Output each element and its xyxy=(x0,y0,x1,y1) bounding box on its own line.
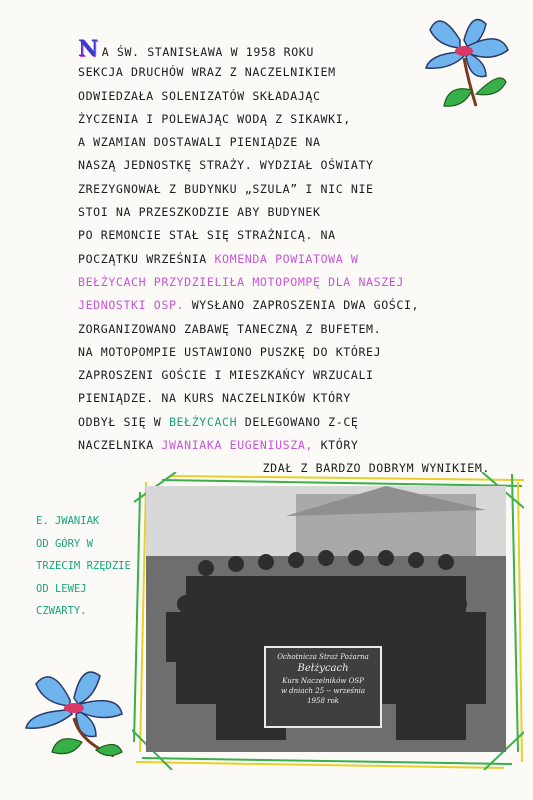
text-line-19: ZDAŁ Z BARDZO DOBRYM WYNIKIEM. xyxy=(262,461,490,476)
highlight-pink: KOMENDA POWIATOWA W xyxy=(214,251,359,266)
line-text: ODBYŁ SIĘ W xyxy=(78,414,169,429)
text-line-18 xyxy=(78,434,508,457)
line-text: A ŚW. STANISŁAWA W 1958 ROKU xyxy=(101,45,314,59)
photo-frame xyxy=(132,472,524,770)
caption-line: TRZECIM RZĘDZIE xyxy=(36,560,131,572)
sign-line: Kurs Naczelników OSP xyxy=(282,677,364,685)
sign-line: 1958 rok xyxy=(307,697,339,705)
text-line-8: STOI NA PRZESZKODZIE ABY BUDYNEK xyxy=(78,205,321,220)
caption-line: CZWARTY. xyxy=(36,605,87,617)
text-line-2: SEKCJA DRUCHÓW WRAZ Z NACZELNIKIEM xyxy=(78,65,336,80)
text-line-3: ODWIEDZAŁA SOLENIZATÓW SKŁADAJĄC xyxy=(78,88,321,103)
text-line-9: PO REMONCIE STAŁ SIĘ STRAŻNICĄ. NA xyxy=(78,228,336,243)
caption-line: OD LEWEJ xyxy=(36,582,87,595)
text-line-10 xyxy=(78,248,508,271)
chalkboard-sign xyxy=(264,646,382,728)
text-line-16: PIENIĄDZE. NA KURS NACZELNIKÓW KTÓRY xyxy=(78,391,351,406)
line-text: POCZĄTKU WRZEŚNIA xyxy=(78,251,215,266)
line-text: KTÓRY xyxy=(313,438,359,453)
caption-line: E. JWANIAK xyxy=(36,515,100,527)
highlight-pink: JWANIAKA EUGENIUSZA, xyxy=(161,438,313,453)
decorated-initial: N xyxy=(78,36,99,62)
line-text: NACZELNIKA xyxy=(78,438,162,453)
text-line-1 xyxy=(78,38,508,61)
flower-decoration-bottom xyxy=(22,660,132,770)
group-photo xyxy=(146,486,506,752)
sign-line: w dniach 25 -- września xyxy=(280,687,366,695)
text-line-6: NASZĄ JEDNOSTKĘ STRAŻY. WYDZIAŁ OŚWIATY xyxy=(78,158,374,173)
text-line-11: BEŁŻYCACH PRZYDZIELIŁA MOTOPOMPĘ DLA NASZEJ xyxy=(78,274,404,289)
text-line-17 xyxy=(78,411,508,434)
sign-line: Bełżycach xyxy=(297,663,349,674)
highlight-green: BEŁŻYCACH xyxy=(168,414,238,429)
line-text: DELEGOWANO Z-CĘ xyxy=(237,414,359,429)
text-line-12 xyxy=(78,294,508,317)
line-text: WYSŁANO ZAPROSZENIA DWA GOŚCI, xyxy=(184,298,420,313)
text-line-14: NA MOTOPOMPIE USTAWIONO PUSZKĘ DO KTÓREJ xyxy=(78,344,382,359)
handwritten-text xyxy=(78,38,508,481)
text-line-4: ŻYCZENIA I POLEWAJĄC WODĄ Z SIKAWKI, xyxy=(78,111,351,126)
text-line-5: A WZAMIAN DOSTAWALI PIENIĄDZE NA xyxy=(78,135,321,150)
text-line-15: ZAPROSZENI GOŚCIE I MIESZKAŃCY WRZUCALI xyxy=(78,368,374,383)
caption-line: OD GÓRY W xyxy=(36,537,93,550)
sign-line: Ochotnicza Straż Pożarna xyxy=(277,653,369,661)
text-line-7: ZREZYGNOWAŁ Z BUDYNKU „SZULA” I NIC NIE xyxy=(78,181,374,196)
text-line-13: ZORGANIZOWANO ZABAWĘ TANECZNĄ Z BUFETEM. xyxy=(78,321,382,336)
highlight-pink: JEDNOSTKI OSP. xyxy=(78,298,185,313)
